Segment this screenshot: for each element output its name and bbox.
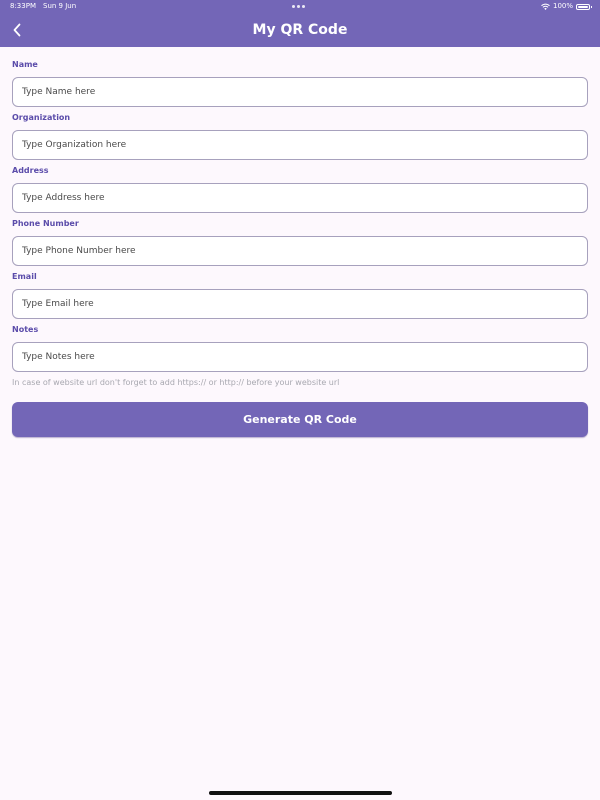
multitasking-dots-icon[interactable]	[292, 5, 305, 8]
generate-qr-code-button[interactable]: Generate QR Code	[12, 402, 588, 437]
email-label: Email	[12, 272, 37, 281]
wifi-icon	[541, 3, 550, 11]
organization-input[interactable]	[12, 130, 588, 160]
phone-number-input[interactable]	[12, 236, 588, 266]
name-field-group	[12, 58, 588, 111]
name-input[interactable]	[12, 77, 588, 107]
status-date: Sun 9 Jun	[43, 2, 77, 10]
page-title: My QR Code	[252, 22, 348, 38]
home-indicator	[209, 791, 392, 795]
status-time: 8:33PM	[10, 2, 36, 10]
notes-input[interactable]	[12, 342, 588, 372]
notes-label: Notes	[12, 325, 39, 334]
email-input[interactable]	[12, 289, 588, 319]
organization-field-group	[12, 111, 588, 164]
website-url-hint: In case of website url don't forget to add https:// or http:// before your website url	[12, 378, 340, 387]
address-input[interactable]	[12, 183, 588, 213]
status-bar	[0, 0, 600, 13]
email-field-group	[12, 270, 588, 323]
name-label: Name	[12, 60, 38, 69]
address-field-group	[12, 164, 588, 217]
notes-field-group	[12, 323, 588, 376]
app-bar	[0, 0, 600, 47]
status-indicators	[541, 0, 590, 13]
battery-percentage: 100%	[552, 2, 573, 10]
organization-label: Organization	[12, 113, 71, 122]
phone-number-label: Phone Number	[12, 219, 79, 228]
phone-number-field-group	[12, 217, 588, 270]
qr-code-form	[12, 58, 588, 376]
address-label: Address	[12, 166, 49, 175]
battery-icon	[576, 4, 590, 10]
